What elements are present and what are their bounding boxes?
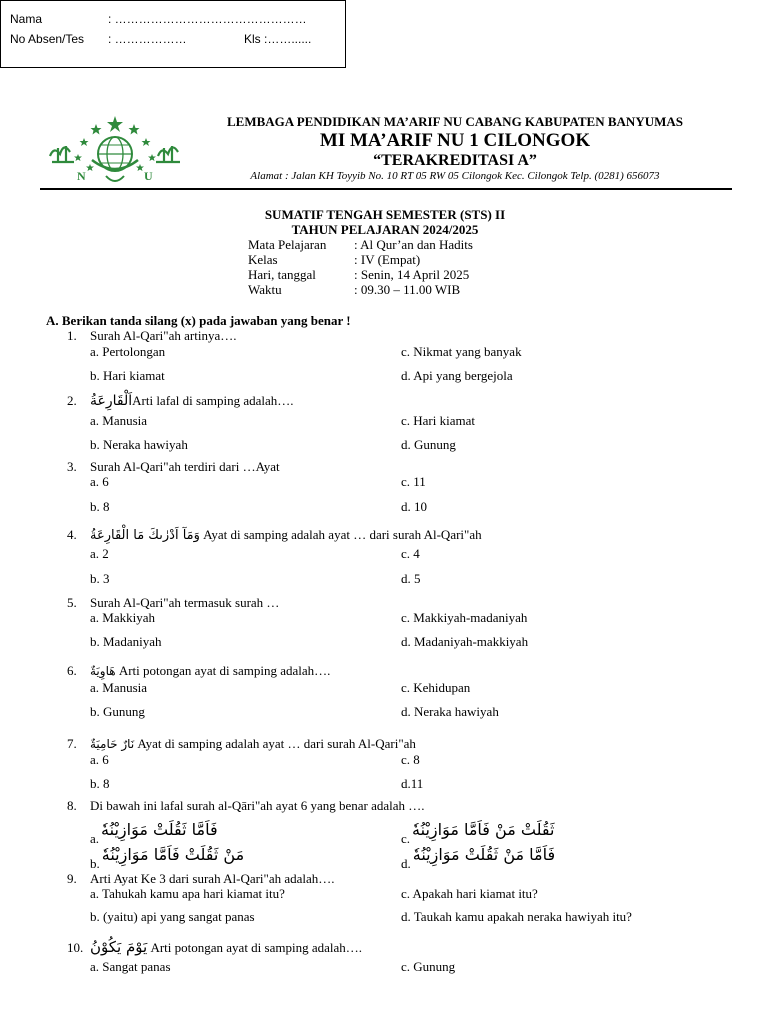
- q8-option-d-arabic: فَاَمَّا مَنْ ثَقُلَتْ مَوَازِيْنُهٗ: [412, 845, 556, 864]
- q2-option-d[interactable]: d. Gunung: [401, 437, 456, 452]
- q8-option-b-arabic: مَنْ ثَقُلَتْ فَاَمَّا مَوَازِيْنُهٗ: [101, 845, 245, 864]
- q1-option-c[interactable]: c. Nikmat yang banyak: [401, 344, 522, 359]
- logo-letter-n: N: [77, 169, 86, 183]
- absen-field[interactable]: : ………………: [108, 32, 187, 46]
- exam-info-table: [248, 237, 473, 297]
- info-row-time: Waktu : 09.30 – 11.00 WIB: [248, 282, 461, 297]
- name-field[interactable]: : …………………………………………: [108, 12, 307, 26]
- q8-option-c[interactable]: c. ثَقُلَتْ مَنْ فَاَمَّا مَوَازِيْنُهٗ: [401, 820, 555, 846]
- q5-option-b[interactable]: b. Madaniyah: [90, 634, 162, 649]
- q4-option-a[interactable]: a. 2: [90, 546, 109, 561]
- q9-option-c[interactable]: c. Apakah hari kiamat itu?: [401, 886, 538, 901]
- institution-name: LEMBAGA PENDIDIKAN MA’ARIF NU CABANG KABUPATEN BANYUMAS: [227, 114, 683, 129]
- q7-option-d[interactable]: d.11: [401, 776, 424, 791]
- q8-option-c-arabic: ثَقُلَتْ مَنْ فَاَمَّا مَوَازِيْنُهٗ: [412, 820, 555, 839]
- question-1: 1. Surah Al-Qari"ah artinya….: [67, 328, 237, 343]
- q7-arabic-text: نَارٌ حَامِيَةٌ: [90, 737, 135, 751]
- question-4: 4. وَمَآ اَدْرٰىكَ مَا الْقَارِعَةُ Ayat di samping adalah ayat … dari surah Al-Qari"ah: [67, 527, 482, 543]
- q4-option-d[interactable]: d. 5: [401, 571, 421, 586]
- student-identity-box: [0, 0, 346, 68]
- q5-option-a[interactable]: a. Makkiyah: [90, 610, 155, 625]
- question-6: 6. هَاوِيَةٌ Arti potongan ayat di samping adalah….: [67, 663, 331, 678]
- q3-option-a[interactable]: a. 6: [90, 474, 109, 489]
- exam-year: TAHUN PELAJARAN 2024/2025: [291, 222, 479, 237]
- logo-letter-u: U: [144, 169, 153, 183]
- question-2: 2. اَلْقَارِعَةُArti lafal di samping adalah….: [67, 393, 294, 409]
- q5-option-d[interactable]: d. Madaniyah-makkiyah: [401, 634, 529, 649]
- q8-option-a[interactable]: a. فَاَمَّا ثَقُلَتْ مَوَازِيْنُهٗ: [90, 820, 218, 846]
- q10-arabic-text: يَوْمَ يَكُوْنُ: [90, 938, 148, 956]
- q6-option-a[interactable]: a. Manusia: [90, 680, 148, 695]
- q6-arabic-text: هَاوِيَةٌ: [90, 664, 116, 678]
- q7-option-a[interactable]: a. 6: [90, 752, 109, 767]
- q9-option-d[interactable]: d. Taukah kamu apakah neraka hawiyah itu?: [401, 909, 632, 924]
- q9-option-a[interactable]: a. Tahukah kamu apa hari kiamat itu?: [90, 886, 285, 901]
- info-row-class: Kelas : IV (Empat): [248, 252, 421, 267]
- q2-option-c[interactable]: c. Hari kiamat: [401, 413, 475, 428]
- name-label: Nama: [10, 12, 43, 26]
- q7-option-c[interactable]: c. 8: [401, 752, 420, 767]
- question-7: 7. نَارٌ حَامِيَةٌ Ayat di samping adalah ayat … dari surah Al-Qari"ah: [67, 736, 416, 751]
- section-a-instruction: A. Berikan tanda silang (x) pada jawaban yang benar !: [46, 313, 351, 328]
- q7-option-b[interactable]: b. 8: [90, 776, 110, 791]
- q6-option-c[interactable]: c. Kehidupan: [401, 680, 471, 695]
- question-9: 9. Arti Ayat Ke 3 dari surah Al-Qari"ah adalah….: [67, 871, 335, 886]
- q3-option-c[interactable]: c. 11: [401, 474, 426, 489]
- absen-label: No Absen/Tes: [10, 32, 85, 46]
- question-10: 10. يَوْمَ يَكُوْنُ Arti potongan ayat di samping adalah….: [67, 938, 363, 956]
- q2-option-a[interactable]: a. Manusia: [90, 413, 148, 428]
- q8-option-b[interactable]: b. مَنْ ثَقُلَتْ فَاَمَّا مَوَازِيْنُهٗ: [90, 845, 245, 871]
- question-5: 5. Surah Al-Qari"ah termasuk surah …: [67, 595, 280, 610]
- question-8: 8. Di bawah ini lafal surah al-Qāri"ah ayat 6 yang benar adalah ….: [67, 798, 425, 813]
- q2-arabic-text: اَلْقَارِعَةُ: [90, 393, 133, 409]
- q6-option-b[interactable]: b. Gunung: [90, 704, 145, 719]
- q4-option-b[interactable]: b. 3: [90, 571, 110, 586]
- q2-option-b[interactable]: b. Neraka hawiyah: [90, 437, 188, 452]
- q10-option-a[interactable]: a. Sangat panas: [90, 959, 171, 974]
- q5-option-c[interactable]: c. Makkiyah-madaniyah: [401, 610, 528, 625]
- q3-option-b[interactable]: b. 8: [90, 499, 110, 514]
- q1-option-a[interactable]: a. Pertolongan: [90, 344, 166, 359]
- q6-option-d[interactable]: d. Neraka hawiyah: [401, 704, 499, 719]
- q10-option-c[interactable]: c. Gunung: [401, 959, 456, 974]
- q3-option-d[interactable]: d. 10: [401, 499, 427, 514]
- info-row-subject: Mata Pelajaran : Al Qur’an dan Hadits: [248, 237, 473, 252]
- accreditation-text: “TERAKREDITASI A”: [373, 152, 537, 169]
- letterhead-divider: [40, 188, 732, 190]
- q1-option-b[interactable]: b. Hari kiamat: [90, 368, 165, 383]
- q1-option-d[interactable]: d. Api yang bergejola: [401, 368, 513, 383]
- q8-option-d[interactable]: d. فَاَمَّا مَنْ ثَقُلَتْ مَوَازِيْنُهٗ: [401, 845, 556, 871]
- q4-option-c[interactable]: c. 4: [401, 546, 420, 561]
- q8-option-a-arabic: فَاَمَّا ثَقُلَتْ مَوَازِيْنُهٗ: [101, 820, 218, 839]
- info-row-date: Hari, tanggal : Senin, 14 April 2025: [248, 267, 470, 282]
- question-3: 3. Surah Al-Qari"ah terdiri dari …Ayat: [67, 459, 280, 474]
- school-address: Alamat : Jalan KH Toyyib No. 10 RT 05 RW 05 Cilongok Kec. Cilongok Telp. (0281) 656073: [250, 170, 660, 182]
- exam-title: SUMATIF TENGAH SEMESTER (STS) II: [264, 207, 506, 222]
- kls-field[interactable]: Kls :……......: [244, 32, 312, 46]
- school-name: MI MA’ARIF NU 1 CILONGOK: [319, 130, 591, 151]
- q4-arabic-text: وَمَآ اَدْرٰىكَ مَا الْقَارِعَةُ: [90, 528, 200, 543]
- nu-logo: [44, 112, 186, 190]
- q9-option-b[interactable]: b. (yaitu) api yang sangat panas: [90, 909, 255, 924]
